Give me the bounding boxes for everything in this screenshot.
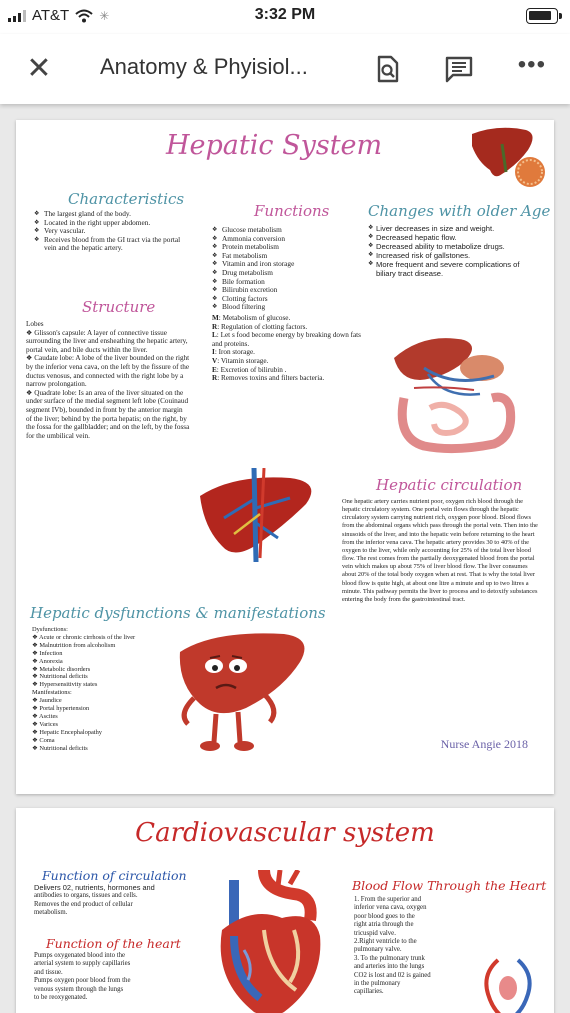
list-item: ❖ Malnutrition from alcoholism [32,641,116,649]
characteristics-list [34,210,184,253]
page-title: Hepatic System [166,130,383,161]
more-vert-icon: ••• [517,51,546,78]
mnemonic-item: V: Vitamin storage. [212,356,269,365]
mnemonic-item: E: Excretion of bilirubin . [212,365,287,374]
text-line: pulmonary valve. [354,946,402,954]
structure-text [26,320,190,440]
mnemonic-item: R: Regulation of clotting factors. [212,322,308,331]
clock: 3:32 PM [254,6,316,23]
list-item: ❖ Anorexia [32,657,63,665]
list-item: ❖ Decreased hepatic flow. [368,233,528,242]
text-line: venous system through the lungs [34,985,124,993]
digestive-organs-illustration [384,328,524,454]
document-title: Anatomy & Phyisiol... [100,54,308,79]
circulation-diagram-illustration [478,954,538,1013]
list-item: ❖ Glucose metabolism [212,226,372,235]
status-bar [0,0,570,34]
find-in-page-button[interactable] [372,54,402,84]
list-item: ❖ Fat metabolism [212,252,372,261]
list-item: ❖ Jaundice [32,697,62,705]
dysfunctions-title: Hepatic dysfunctions & manifestations [30,604,326,622]
list-item: ❖ Protein metabolism [212,243,372,252]
function-circulation-title: Function of circulation [42,868,187,883]
blood-flow-title: Blood Flow Through the Heart [352,878,547,893]
structure-lead: Lobes [26,320,44,328]
list-item: ❖ Drug metabolism [212,269,372,278]
text-line: tricuspid valve. [354,929,396,937]
list-item: ❖ Blood filtering [212,303,372,312]
text-line: right atria through the [354,921,414,929]
text-line: Pumps oxygen poor blood from the [34,977,131,985]
function-heart-title: Function of the heart [46,936,181,951]
manifestations-label: Manifestations: [32,689,72,697]
list-item: ❖ Hypersensitivity states [32,681,98,689]
mnemonic-item: M: Metabolism of glucose. [212,314,291,322]
list-item: ❖ Located in the right upper abdomen. [34,219,184,228]
list-item: ❖ Clotting factors [212,295,372,304]
function-circulation-text [34,884,194,918]
list-item: ❖ Acute or chronic cirrhosis of the liver [32,633,136,641]
text-line: Delivers 02, nutrients, hormones and [34,883,155,892]
carrier-label: AT&T [32,7,70,24]
list-item: ❖ Infection [32,649,63,657]
dysfunctions-label: Dysfunctions: [32,626,68,633]
list-item: ❖ The largest gland of the body. [34,210,184,219]
text-line: to be reoxygenated. [34,994,88,1002]
battery-icon [526,8,558,24]
functions-list [212,226,372,312]
text-line: Removes the end product of cellular [34,900,133,908]
list-item: ❖ Increased risk of gallstones. [368,251,528,260]
list-item: ❖ Ammonia conversion [212,235,372,244]
text-line: antibodies to organs, tissues and cells. [34,892,138,900]
text-line: in the pulmonary [354,980,401,988]
text-line: 3. To the pulmonary trunk [354,954,425,962]
list-item: ❖ More frequent and severe complications of biliary tract disease. [368,260,528,278]
structure-item: ❖ Quadrate lobe: Is an area of the liver situated on the under surface of the medial segment left lobe (Couinaud segment IVb), bounded in front by the anterior margin of the liver; behind by the porta hepatis; on the right, by the fossa for the gallbladder; and on the left, by the fossa for the umbilical vein. [26,388,190,440]
circulation-text: One hepatic artery carries nutrient poor, oxygen rich blood through the hepatic circulatory system. One portal vein flows through the hepatic circulatory system carrying nutrient rich, oxygen poor blood. Blood flows from the abdominal organs which pass through the portal vein. Then into the sinusoids of the liver, and into the hepatic vein before returning to the heart from the inferior vena cava. The hepatic artery provides 30 to 40% of the oxygen to the liver, while only accounting for 25% of the total liver blood flow. The rest comes from the partially deoxygenated blood from the portal vein which makes up about 75% of liver blood flow. The liver consumes about 20% of the total body oxygen when at rest. That is why the total liver blood flow is quite high, at about one litre a minute and up to two litres a minute. This pathway permits the liver to process and to detoxify substances entering the body from the gastrointestinal tract. [342,498,538,603]
list-item: ❖ Receives blood from the GI tract via the portal vein and the hepatic artery. [34,236,184,253]
find-in-page-icon [372,54,402,84]
close-button[interactable] [22,52,56,86]
changes-list [368,224,528,278]
list-item: ❖ Vitamin and iron storage [212,260,372,269]
loading-icon: ✳ [99,8,110,23]
text-line: 1. From the superior and [354,896,422,903]
blood-flow-text [354,896,470,997]
structure-item: ❖ Glisson's capsule: A layer of connective tissue surrounding the liver and ensheathing the hepatic artery, portal vein, and bile ducts within the liver. [26,328,188,354]
comment-button[interactable] [444,54,474,84]
page-hepatic [16,120,554,794]
text-line: and tissue. [34,968,63,976]
mnemonic-item: L: Let s food become energy by breaking down fats and proteins. [212,331,361,348]
more-button[interactable] [518,51,546,79]
list-item: ❖ Nutritional deficits [32,744,88,752]
dysfunctions-block [32,626,192,753]
list-item: ❖ Nutritional deficits [32,673,88,681]
page-title: Cardiovascular system [135,818,435,848]
heart-illustration [204,870,334,1013]
list-item: ❖ Coma [32,736,55,744]
liver-vessels-illustration [194,468,326,568]
app-bar [0,34,570,104]
structure-item: ❖ Caudate lobe: A lobe of the liver bounded on the right by the inferior vena cava, on the left by the fissure of the ductus venosus, and connected with the right lobe by a narrow prolongation. [26,354,190,389]
text-line: inferior vena cava, oxygen [354,904,427,912]
text-line: metabolism. [34,909,68,917]
list-item: ❖ Bile formation [212,278,372,287]
list-item: ❖ Ascites [32,712,58,720]
close-icon: ✕ [26,52,52,85]
mnemonic-item: I: Iron storage. [212,348,255,357]
comment-icon [444,54,474,84]
text-line: 2.Right ventricle to the [354,938,417,946]
list-item: ❖ Decreased ability to metabolize drugs. [368,242,528,251]
mnemonic-item: R: Removes toxins and filters bacteria. [212,374,325,383]
text-line: Pumps oxygenated blood into the [34,952,125,959]
characteristics-title: Characteristics [68,190,185,208]
text-line: capillaries. [354,988,384,996]
list-item: ❖ Bilirubin excretion [212,286,372,295]
circulation-title: Hepatic circulation [376,476,523,494]
text-line: CO2 is lost and 02 is gained [354,971,431,979]
list-item: ❖ Hepatic Encephalopathy [32,728,102,736]
sick-liver-cartoon [174,624,314,754]
page-cardiovascular [16,808,554,1013]
text-line: and arteries into the lungs [354,963,425,971]
liver-illustration [468,124,548,190]
changes-title: Changes with older Age [368,202,551,220]
author-credit: Nurse Angie 2018 [440,737,528,751]
function-heart-text [34,952,194,1002]
text-line: poor blood goes to the [354,912,415,920]
list-item: ❖ Portal hypertension [32,705,90,713]
text-line: arterial system to supply capillaries [34,960,131,968]
mnemonic-list [212,314,372,383]
functions-title: Functions [254,202,330,220]
list-item: ❖ Varices [32,720,59,728]
list-item: ❖ Liver decreases in size and weight. [368,224,528,233]
list-item: ❖ Very vascular. [34,227,184,236]
list-item: ❖ Metabolic disorders [32,665,91,673]
document-viewer[interactable] [0,104,570,1013]
structure-title: Structure [82,298,156,316]
